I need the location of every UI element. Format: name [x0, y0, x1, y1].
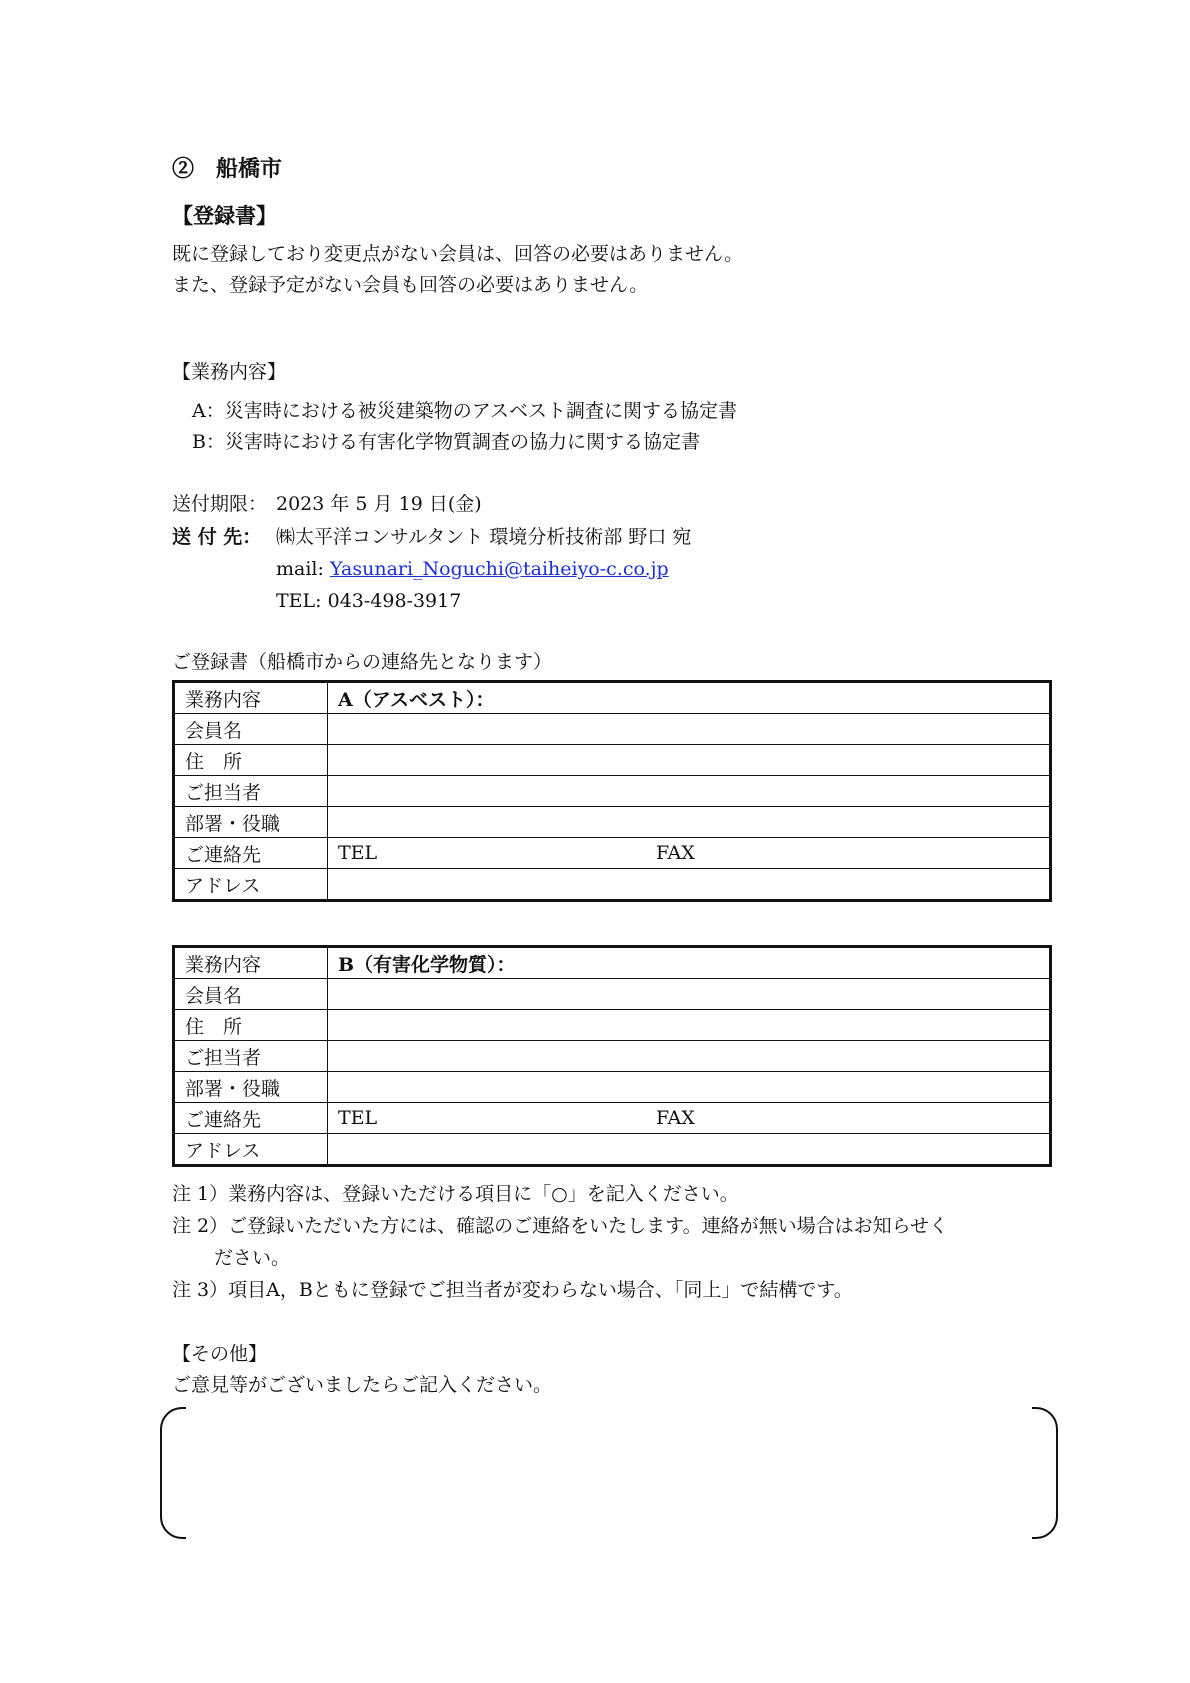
recipient-mail-line: [276, 555, 669, 583]
business-item-b: B：災害時における有害化学物質調査の協力に関する協定書: [192, 431, 700, 453]
deadline-value: 2023 年 5 月 19 日(金): [276, 493, 482, 515]
table-row: [174, 979, 1051, 1010]
recipient-name: ㈱太平洋コンサルタント 環境分析技術部 野口 宛: [276, 526, 692, 548]
table-caption: ご登録書（船橋市からの連絡先となります）: [172, 651, 553, 673]
address-field[interactable]: [328, 1010, 1051, 1041]
table-row: [174, 1072, 1051, 1103]
table-row: [174, 947, 1051, 979]
other-prompt: ご意見等がございましたらご記入ください。: [172, 1374, 553, 1396]
fax-label: FAX: [656, 842, 695, 864]
department-field[interactable]: [328, 807, 1051, 838]
address-field[interactable]: [328, 745, 1051, 776]
recipient-label: 送 付 先：: [172, 526, 262, 548]
member-name-field[interactable]: [328, 714, 1051, 745]
deadline-label: 送付期限：: [172, 493, 268, 515]
row-label: ご連絡先: [174, 838, 328, 869]
row-label: アドレス: [174, 1134, 328, 1166]
email-address-field[interactable]: [328, 869, 1051, 901]
row-label: ご担当者: [174, 1041, 328, 1072]
person-field[interactable]: [328, 1041, 1051, 1072]
member-name-field[interactable]: [328, 979, 1051, 1010]
mail-label: mail:: [276, 558, 330, 580]
row-label: アドレス: [174, 869, 328, 901]
other-heading: 【その他】: [172, 1343, 268, 1365]
note-2-continued: ださい。: [214, 1247, 291, 1269]
intro-line-1: 既に登録しており変更点がない会員は、回答の必要はありません。: [172, 243, 744, 265]
department-field[interactable]: [328, 1072, 1051, 1103]
table-row: [174, 714, 1051, 745]
note-1: 注 1）業務内容は、登録いただける項目に「○」を記入ください。: [172, 1183, 739, 1205]
contact-field[interactable]: [328, 838, 1051, 869]
row-label: 会員名: [174, 979, 328, 1010]
contact-field[interactable]: [328, 1103, 1051, 1134]
business-heading: 【業務内容】: [172, 361, 287, 383]
table-row: [174, 1103, 1051, 1134]
row-label: 部署・役職: [174, 807, 328, 838]
row-label: 住 所: [174, 745, 328, 776]
mail-link[interactable]: Yasunari_Noguchi@taiheiyo-c.co.jp: [329, 558, 669, 580]
business-item-a: A：災害時における被災建築物のアスベスト調査に関する協定書: [192, 400, 737, 422]
comment-box-left-bracket: [160, 1407, 186, 1539]
form-heading: 【登録書】: [172, 203, 277, 228]
table-row: [174, 1134, 1051, 1166]
row-label: ご連絡先: [174, 1103, 328, 1134]
registration-table-b: [172, 945, 1052, 1167]
recipient-tel: TEL: 043-498-3917: [276, 590, 462, 612]
comment-area[interactable]: [186, 1410, 1032, 1532]
table-row: [174, 869, 1051, 901]
table-row: [174, 1010, 1051, 1041]
tel-label: TEL: [338, 842, 378, 864]
table-row: [174, 807, 1051, 838]
tel-label: TEL: [338, 1107, 378, 1129]
section-title: ② 船橋市: [172, 156, 283, 182]
person-field[interactable]: [328, 776, 1051, 807]
table-row: [174, 1041, 1051, 1072]
table-row: [174, 745, 1051, 776]
table-row: [174, 776, 1051, 807]
comment-box-right-bracket: [1032, 1407, 1058, 1539]
row-label: 部署・役職: [174, 1072, 328, 1103]
note-2: 注 2）ご登録いただいた方には、確認のご連絡をいたします。連絡が無い場合はお知らせく: [172, 1215, 949, 1237]
email-address-field[interactable]: [328, 1134, 1051, 1166]
registration-table-a: [172, 680, 1052, 902]
row-label: 住 所: [174, 1010, 328, 1041]
intro-line-2: また、登録予定がない会員も回答の必要はありません。: [172, 274, 649, 296]
row-label: 会員名: [174, 714, 328, 745]
row-label: 業務内容: [174, 682, 328, 714]
row-value[interactable]: B（有害化学物質）：: [328, 947, 1051, 979]
fax-label: FAX: [656, 1107, 695, 1129]
row-label: 業務内容: [174, 947, 328, 979]
table-row: [174, 838, 1051, 869]
table-row: [174, 682, 1051, 714]
note-3: 注 3）項目A，Bともに登録でご担当者が変わらない場合、「同上」で結構です。: [172, 1279, 853, 1301]
row-label: ご担当者: [174, 776, 328, 807]
row-value[interactable]: A（アスベスト）：: [328, 682, 1051, 714]
